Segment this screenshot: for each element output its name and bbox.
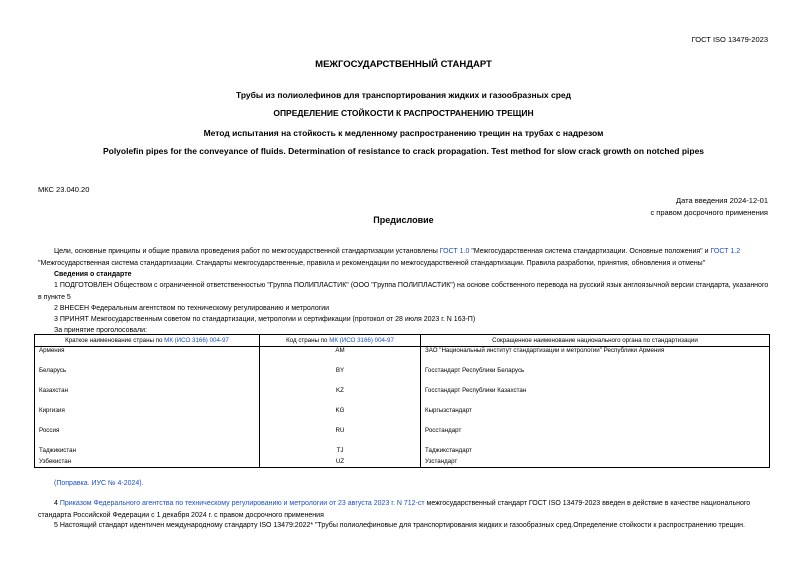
title-ru-line-3: Метод испытания на стойкость к медленному распространению трещин на трубах с надрезом	[203, 128, 604, 138]
info-heading: Сведения о стандарте	[54, 271, 132, 278]
amendment-note[interactable]	[38, 478, 770, 490]
goals-text-b: "Межгосударственная система стандартизации. Основные положения" и	[469, 248, 711, 255]
body-cell: Таджикстандарт	[425, 446, 472, 454]
goals-text-a: Цели, основные принципы и общие правила проведения работ по межгосударственной стандартизации установлены	[54, 248, 440, 255]
mk-iso-3166-link[interactable]: МК (ИСО 3166) 004-97	[164, 337, 229, 344]
goals-text-c: "Межгосударственная система стандартизации. Стандарты межгосударственные, правила и рекомендации по межгосударственной стандартизации. Правила разработки, принятия, обновления и отмены"	[38, 259, 706, 267]
mk-iso-3166-link[interactable]: МК (ИСО 3166) 004-97	[329, 337, 394, 344]
country-cell: Армения	[35, 347, 260, 367]
col-country-header	[35, 335, 260, 347]
body-cell: Росстандарт	[425, 426, 462, 434]
country-cell: Россия	[35, 427, 260, 447]
paragraph-4-text: межгосударственный стандарт ГОСТ ISO 13479-2023 введен в действие в качестве национального стандарта Российской Федерации с 1 декабря 2024 г. с правом досрочного применения	[38, 500, 751, 519]
paragraph-2: 2 ВНЕСЕН Федеральным агентством по техническому регулированию и метрологии	[54, 305, 330, 312]
code-cell: AM	[260, 347, 421, 367]
title-ru-line-1: Трубы из полиолефинов для транспортирования жидких и газообразных сред	[235, 90, 572, 100]
code-cell: TJ	[260, 447, 421, 458]
standard-type-heading: МЕЖГОСУДАРСТВЕННЫЙ СТАНДАРТ	[315, 59, 492, 70]
title-ru-line-2: ОПРЕДЕЛЕНИЕ СТОЙКОСТИ К РАСПРОСТРАНЕНИЮ ТРЕЩИН	[273, 108, 534, 118]
order-link[interactable]: Приказом Федерального агентства по техническому регулированию и метрологии от 23 августа 2023 г. N 712-ст	[59, 500, 425, 507]
goals-paragraph	[38, 246, 770, 269]
code-cell: KZ	[260, 387, 421, 407]
table-row	[35, 427, 770, 447]
body-cell: Узстандарт	[425, 457, 458, 465]
col-country-header-text: Краткое наименование страны по	[65, 337, 165, 344]
amendment-link[interactable]: (Поправка. ИУС № 4-2024).	[54, 480, 144, 487]
col-code-header-text: Код страны по	[286, 337, 330, 344]
body-cell: ЗАО "Национальный институт стандартизации и метрологии" Республики Армения	[425, 347, 665, 354]
country-cell: Узбекистан	[35, 458, 260, 468]
country-cell: Беларусь	[35, 367, 260, 387]
table-row	[35, 447, 770, 458]
body-cell: Госстандарт Республики Казахстан	[425, 386, 527, 394]
gost-1-0-link[interactable]: ГОСТ 1.0	[439, 248, 470, 255]
table-row	[35, 347, 770, 367]
paragraph-3: 3 ПРИНЯТ Межгосударственным советом по стандартизации, метрологии и сертификации (протокол от 28 июля 2023 г. N 163-П)	[54, 316, 476, 323]
country-cell: Таджикистан	[35, 447, 260, 458]
code-cell: RU	[260, 427, 421, 447]
countries-table	[34, 334, 770, 468]
code-cell: UZ	[260, 458, 421, 468]
early-application-note: с правом досрочного применения	[650, 208, 768, 217]
table-row	[35, 407, 770, 427]
mks-code: МКС 23.040.20	[38, 185, 90, 194]
paragraph-4	[38, 498, 770, 521]
paragraph-1: 1 ПОДГОТОВЛЕН Обществом с ограниченной ответственностью "Группа ПОЛИПЛАСТИК" (ООО "Группа ПОЛИПЛАСТИК") на основе собственного перевода на русский язык англоязычной версии стандарта, указанного в пункте 5	[38, 282, 769, 301]
title-en: Polyolefin pipes for the conveyance of fluids. Determination of resistance to crack propagation. Test method for slow crack growth on notched pipes	[102, 146, 705, 156]
voted-label: За принятие проголосовали:	[54, 327, 147, 334]
paragraph-4-number: 4	[54, 500, 60, 507]
document-code: ГОСТ ISO 13479-2023	[691, 35, 768, 44]
country-cell: Казахстан	[35, 387, 260, 407]
table-row	[35, 367, 770, 387]
table-row	[35, 458, 770, 468]
body-cell: Кыргызстандарт	[425, 406, 472, 414]
col-code-header	[260, 335, 421, 347]
code-cell: BY	[260, 367, 421, 387]
table-header-row	[35, 335, 770, 347]
introduction-date: Дата введения 2024-12-01	[676, 196, 768, 205]
gost-1-2-link[interactable]: ГОСТ 1.2	[710, 248, 741, 255]
table-row	[35, 387, 770, 407]
code-cell: KG	[260, 407, 421, 427]
foreword-heading: Предисловие	[373, 215, 434, 225]
col-body-header: Сокращенное наименование национального органа по стандартизации	[421, 335, 770, 347]
body-cell: Госстандарт Республики Беларусь	[425, 366, 525, 374]
paragraph-5: 5 Настоящий стандарт идентичен международному стандарту ISO 13479:2022* "Трубы полиолефиновые для транспортирования жидких и газообразных сред.Определение стойкости к распространению трещин.	[54, 522, 745, 529]
country-cell: Киргизия	[35, 407, 260, 427]
